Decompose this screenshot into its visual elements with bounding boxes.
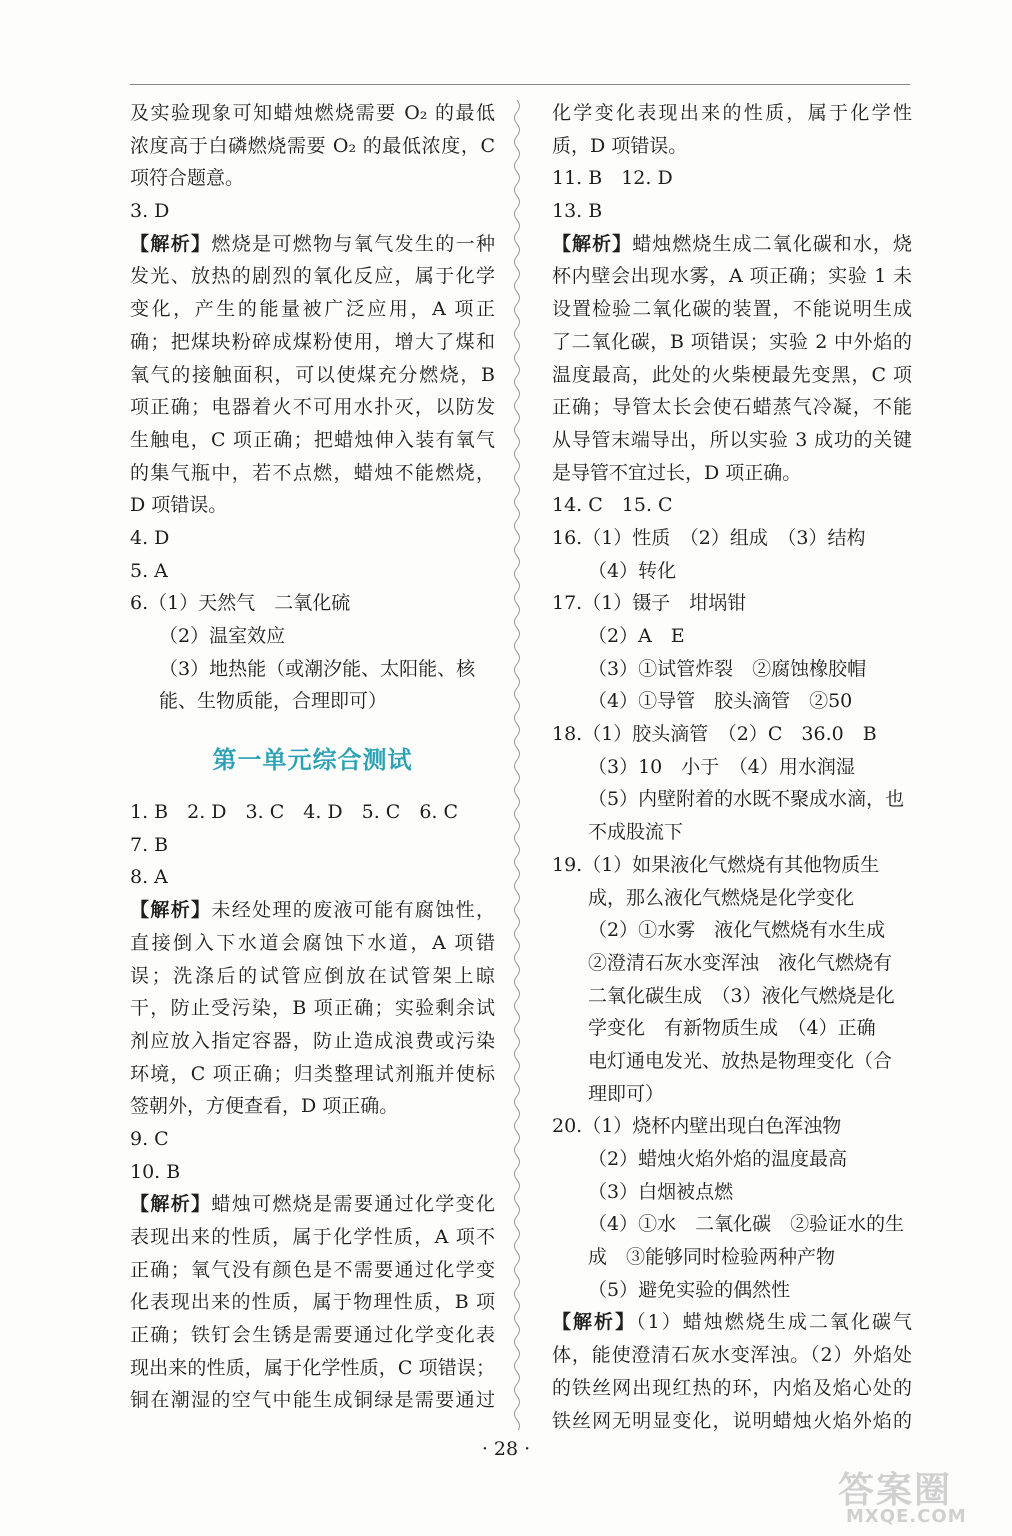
text-line: 铁丝网无明显变化，说明蜡烛火焰外焰的	[552, 1409, 912, 1432]
analysis-line	[130, 1188, 495, 1221]
top-rule	[130, 84, 910, 85]
answer-line: 4. D	[130, 526, 170, 549]
text-line: 的集气瓶中，若不点燃，蜡烛不能燃烧，	[130, 461, 495, 484]
text-line: 化学变化表现出来的性质，属于化学性	[552, 102, 912, 124]
answer-line: 7. B	[130, 833, 169, 856]
text-line: 从导管末端导出，所以实验 3 成功的关键	[552, 428, 912, 451]
text-line: 直接倒入下水道会腐蚀下水道，A 项错	[130, 931, 495, 954]
text-line: 的铁丝网出现红热的环，内焰及焰心处的	[552, 1376, 912, 1399]
analysis-tag: 【解析】	[552, 1311, 637, 1334]
text-line: 发光、放热的剧烈的氧化反应，属于化学	[130, 265, 495, 288]
answer-line: （2）A E	[588, 625, 685, 647]
answer-line: 10. B	[130, 1160, 181, 1183]
analysis-tag: 【解析】	[552, 232, 633, 255]
analysis-text: （1）蜡烛燃烧生成二氧化碳气	[636, 1311, 912, 1334]
watermark-text: 答案圈	[838, 1470, 953, 1511]
text-line: 氧气的接触面积，可以使煤充分燃烧，B	[130, 363, 495, 386]
analysis-text: 蜡烛燃烧生成二氧化碳和水，烧	[632, 232, 912, 255]
text-line: 确；把煤块粉碎成煤粉使用，增大了煤和	[130, 330, 495, 353]
page-number: · 28 ·	[481, 1438, 531, 1460]
analysis-line	[552, 228, 912, 261]
text-line: D 项错误。	[130, 494, 228, 517]
answer-line: （3）白烟被点燃	[588, 1180, 734, 1203]
analysis-line	[130, 894, 495, 927]
text-line: 正确；氧气没有颜色是不需要通过化学变	[130, 1258, 495, 1281]
text-line: 环境，C 项正确；归类整理试剂瓶并使标	[130, 1062, 495, 1085]
analysis-line	[552, 1306, 912, 1339]
answer-line: 17.（1）镊子 坩埚钳	[552, 592, 747, 615]
answer-line: 能、生物质能，合理即可）	[159, 690, 388, 713]
right-column	[552, 97, 912, 1437]
answer-line: 20.（1）烧杯内壁出现白色浑浊物	[552, 1115, 842, 1138]
text-line: 项符合题意。	[130, 167, 245, 190]
answer-line: 11. B 12. D	[552, 167, 673, 190]
answer-line: 8. A	[130, 866, 168, 889]
column-divider	[508, 100, 526, 1430]
text-line: 设置检验二氧化碳的装置，不能说明生成	[552, 298, 912, 321]
text-line: 误；洗涤后的试管应倒放在试管架上晾	[130, 964, 495, 987]
answer-line: （3）10 小于 （4）用水润湿	[588, 755, 855, 778]
analysis-tag: 【解析】	[130, 899, 212, 922]
text-line: 杯内壁会出现水雾，A 项正确；实验 1 未	[552, 265, 912, 288]
text-line: 正确；铁钉会生锈是需要通过化学变化表	[130, 1324, 495, 1347]
text-line: 签朝外，方便查看，D 项正确。	[130, 1095, 399, 1118]
text-line: 了二氧化碳，B 项错误；实验 2 中外焰的	[552, 330, 912, 353]
left-column	[130, 97, 495, 1417]
answer-line: 9. C	[130, 1127, 169, 1150]
analysis-text: 燃烧是可燃物与氧气发生的一种	[211, 232, 495, 255]
text-line: 化表现出来的性质，属于物理性质，B 项	[130, 1291, 495, 1314]
analysis-text: 蜡烛可燃烧是需要通过化学变化	[211, 1193, 495, 1216]
text-line: 剂应放入指定容器，防止造成浪费或污染	[130, 1029, 495, 1052]
answer-line: （4）转化	[588, 559, 677, 582]
text-line: 质，D 项错误。	[552, 134, 688, 157]
text-line: 现出来的性质，属于化学性质，C 项错误；	[130, 1356, 495, 1379]
answer-line: （4）①导管 胶头滴管 ②50	[588, 690, 853, 713]
answer-line: 电灯通电发光、放热是物理变化（合	[588, 1049, 893, 1072]
analysis-line	[130, 228, 495, 261]
text-line: 项正确；电器着火不可用水扑灭，以防发	[130, 396, 495, 419]
answer-line: 成 ③能够同时检验两种产物	[588, 1246, 836, 1269]
answer-line: （4）①水 二氧化碳 ②验证水的生	[588, 1213, 905, 1236]
watermark-logo	[838, 1462, 1003, 1530]
answer-line: 学变化 有新物质生成 （4）正确	[588, 1017, 876, 1040]
answer-line: （3）地热能（或潮汐能、太阳能、核	[159, 657, 476, 680]
text-line: 正确；导管太长会使石蜡蒸气冷凝，不能	[552, 396, 912, 419]
answer-line: 6.（1）天然气 二氧化硫	[130, 592, 351, 615]
answer-line: （3）①试管炸裂 ②腐蚀橡胶帽	[588, 657, 867, 680]
answer-line: ②澄清石灰水变浑浊 液化气燃烧有	[588, 951, 893, 974]
answer-line: （2）温室效应	[159, 625, 286, 647]
answer-line: 理即可）	[588, 1082, 665, 1105]
answer-line: （2）蜡烛火焰外焰的温度最高	[588, 1148, 848, 1170]
answer-line: 成，那么液化气燃烧是化学变化	[588, 886, 855, 909]
analysis-tag: 【解析】	[130, 232, 212, 255]
text-line: 干，防止受污染，B 项正确；实验剩余试	[130, 997, 495, 1020]
text-line: 体，能使澄清石灰水变浑浊。（2）外焰处	[552, 1344, 912, 1367]
answer-line: 16.（1）性质 （2）组成 （3）结构	[552, 526, 866, 549]
text-line: 温度最高，此处的火柴梗最先变黑，C 项	[552, 363, 912, 386]
answer-line: （2）①水雾 液化气燃烧有水生成	[588, 919, 886, 942]
answer-line: 3. D	[130, 200, 170, 223]
answer-line: 14. C 15. C	[552, 494, 673, 517]
answer-line: 13. B	[552, 200, 603, 223]
answer-line: （5）避免实验的偶然性	[588, 1278, 791, 1301]
text-line: 变化，产生的能量被广泛应用，A 项正	[130, 298, 495, 321]
answer-line: （5）内壁附着的水既不聚成水滴，也	[588, 788, 905, 811]
watermark-url: MXQE.COM	[846, 1506, 967, 1527]
analysis-tag: 【解析】	[130, 1193, 212, 1216]
answer-line: 二氧化碳生成 （3）液化气燃烧是化	[588, 984, 895, 1007]
text-line: 及实验现象可知蜡烛燃烧需要 O₂ 的最低	[130, 102, 495, 124]
text-line: 铜在潮湿的空气中能生成铜绿是需要通过	[130, 1389, 495, 1412]
text-line: 生触电，C 项正确；把蜡烛伸入装有氧气	[130, 428, 495, 451]
answer-line: 不成股流下	[588, 821, 684, 844]
section-heading: 第一单元综合测试	[212, 746, 413, 775]
answer-line: 18.（1）胶头滴管 （2）C 36.0 B	[552, 723, 877, 746]
text-line: 表现出来的性质，属于化学性质，A 项不	[130, 1226, 495, 1248]
text-line: 是导管不宜过长，D 项正确。	[552, 461, 802, 484]
answer-line: 1. B 2. D 3. C 4. D 5. C 6. C	[130, 801, 459, 824]
answer-line: 19.（1）如果液化气燃烧有其他物质生	[552, 853, 880, 876]
analysis-text: 未经处理的废液可能有腐蚀性，	[211, 899, 495, 922]
answer-line: 5. A	[130, 559, 168, 582]
text-line: 浓度高于白磷燃烧需要 O₂ 的最低浓度，C	[130, 134, 495, 157]
